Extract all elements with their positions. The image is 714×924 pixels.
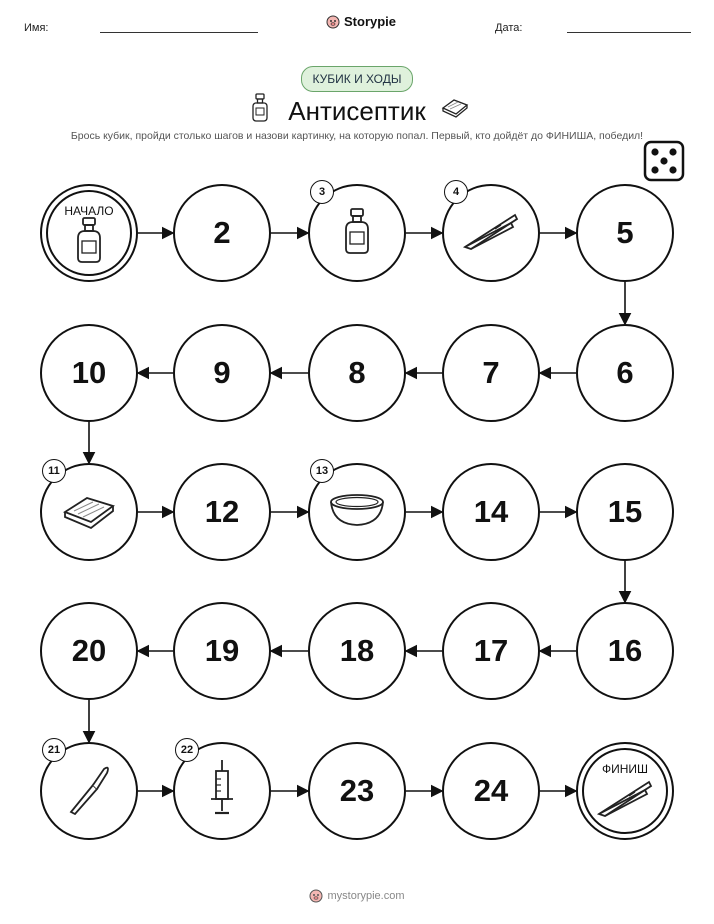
cell-number-chip: 11	[42, 459, 66, 483]
cell-number: 6	[616, 355, 634, 390]
cell-number: 10	[71, 355, 107, 390]
cell-number-chip: 3	[310, 180, 334, 204]
page-title: Антисептик	[288, 96, 426, 126]
board-cell	[40, 324, 138, 422]
footer	[0, 889, 714, 903]
cell-number: 20	[71, 633, 107, 668]
cell-number: 24	[473, 773, 509, 808]
finish-caption: ФИНИШ	[601, 762, 649, 776]
instructions: Брось кубик, пройди столько шагов и назови картинку, на которую попал. Первый, кто дойдёт до ФИНИША, победил!	[70, 130, 644, 142]
board-cell	[442, 463, 540, 561]
gauze-icon	[61, 490, 117, 535]
bowl-icon	[328, 492, 386, 533]
cell-number-chip: 21	[42, 738, 66, 762]
bottle-icon	[72, 216, 106, 269]
cell-number: 5	[616, 215, 634, 250]
bottle-icon	[340, 207, 374, 260]
cell-number-chip: 4	[444, 180, 468, 204]
cell-number: 18	[339, 633, 375, 668]
board-cell	[40, 602, 138, 700]
board-cell	[442, 324, 540, 422]
cell-number: 19	[204, 633, 240, 668]
board-cell	[442, 602, 540, 700]
cell-number: 2	[213, 215, 231, 250]
board-cell	[308, 324, 406, 422]
name-label: Имя:	[24, 22, 49, 34]
pig-mascot-icon	[309, 889, 323, 903]
cell-number-chip: 13	[310, 459, 334, 483]
start-caption: НАЧАЛО	[64, 204, 114, 218]
scalpel-icon	[66, 763, 112, 820]
board-cell	[173, 324, 271, 422]
cell-number: 16	[607, 633, 643, 668]
brand-name: Storypie	[344, 14, 397, 29]
cell-number: 17	[473, 633, 509, 668]
cell-number: 9	[213, 355, 231, 390]
board-cell	[308, 742, 406, 840]
cell-number: 15	[607, 494, 643, 529]
syringe-icon	[207, 759, 237, 824]
board-cell	[173, 184, 271, 282]
footer-url[interactable]: mystorypie.com	[327, 890, 405, 902]
game-type-badge: КУБИК И ХОДЫ	[301, 66, 413, 92]
board-cell	[173, 602, 271, 700]
cell-number: 23	[339, 773, 375, 808]
board-cell	[576, 742, 674, 840]
board-cell	[576, 463, 674, 561]
board-cell	[442, 742, 540, 840]
board-cell	[576, 602, 674, 700]
board-cell	[576, 184, 674, 282]
cell-number: 8	[348, 355, 366, 390]
cell-number: 12	[204, 494, 240, 529]
board-cell	[308, 602, 406, 700]
tweezers-icon	[595, 778, 655, 823]
cell-number-chip: 22	[175, 738, 199, 762]
board-cell	[576, 324, 674, 422]
date-label: Дата:	[495, 22, 523, 34]
tweezers-icon	[461, 211, 521, 256]
board-cell	[40, 184, 138, 282]
board-cell	[173, 463, 271, 561]
cell-number: 7	[482, 355, 500, 390]
cell-number: 14	[473, 494, 509, 529]
